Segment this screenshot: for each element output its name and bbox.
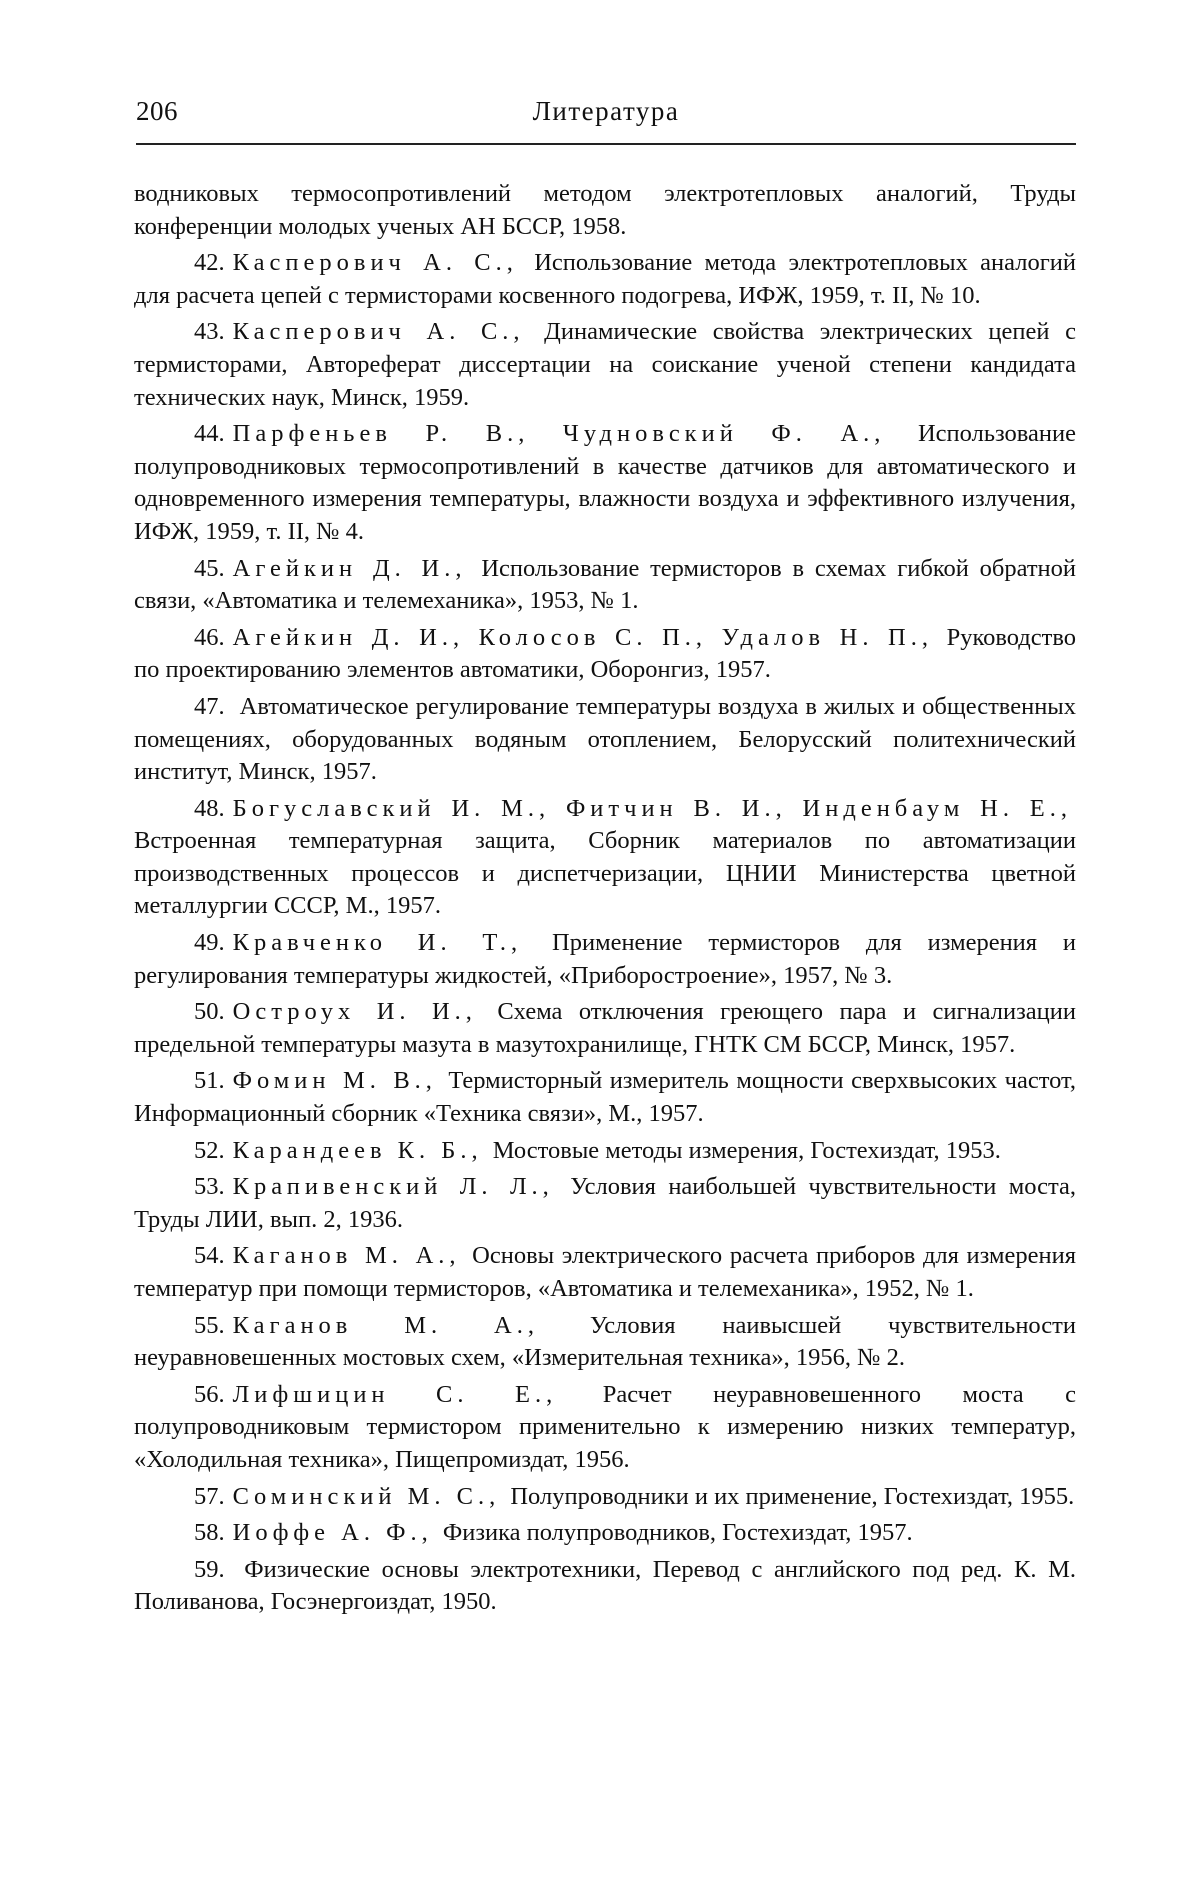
- reference-text: Использование метода электротепловых аналогий для расчета цепей с термисторами косвенного подогрева, ИФЖ, 1959, т. II, № 10.: [134, 249, 1076, 309]
- reference-item: [134, 316, 1076, 414]
- reference-text: Использование термисторов в схемах гибкой обратной связи, «Автоматика и телемеханика», 1953, № 1.: [134, 554, 1077, 615]
- reference-author: Фомин М. В.,: [232, 1067, 437, 1095]
- reference-text: Основы электрического расчета приборов для измерения температур при помощи термисторов, «Автоматика и телемеханика», 1952, № 1.: [134, 1242, 1076, 1302]
- reference-item: [134, 793, 1076, 923]
- reference-number: 58.: [194, 1519, 225, 1547]
- reference-author: Каганов М. А.,: [232, 1311, 539, 1339]
- reference-item: [134, 1310, 1076, 1375]
- reference-number: 42.: [194, 249, 225, 277]
- reference-text: Физика полупроводников, Гостехиздат, 1957.: [442, 1519, 913, 1547]
- reference-number: 59.: [194, 1555, 225, 1583]
- page-number: 206: [136, 96, 178, 126]
- reference-item: [134, 418, 1076, 548]
- reference-author: Каганов М. А.,: [232, 1242, 461, 1270]
- reference-author: Богуславский И. М., Фитчин В. И., Инденбаум Н. Е.,: [232, 794, 1072, 822]
- reference-list: [134, 178, 1076, 1623]
- reference-item: [134, 1481, 1076, 1514]
- reference-item: [134, 1065, 1076, 1130]
- reference-author: Парфеньев Р. В., Чудновский Ф. А.,: [232, 420, 886, 448]
- reference-number: 56.: [194, 1380, 225, 1408]
- reference-number: 43.: [194, 318, 225, 346]
- reference-text: Применение термисторов для измерения и регулирования температуры жидкостей, «Приборостроение», 1957, № 3.: [134, 929, 1076, 989]
- reference-text: Встроенная температурная защита, Сборник материалов по автоматизации производственных процессов и диспетчеризации, ЦНИИ Министерства цветной металлургии СССР, М., 1957.: [134, 827, 1076, 920]
- reference-number: 50.: [194, 998, 225, 1026]
- reference-text: Физические основы электротехники, Перевод с английского под ред. К. М. Поливанова, Госэнергоиздат, 1950.: [134, 1555, 1076, 1616]
- reference-item: [134, 622, 1076, 687]
- reference-text: Мостовые методы измерения, Гостехиздат, 1953.: [492, 1136, 1001, 1164]
- running-title: Литература: [532, 96, 680, 126]
- reference-item: [134, 1554, 1076, 1619]
- reference-number: 51.: [194, 1067, 225, 1095]
- reference-item: [134, 178, 1076, 243]
- header-rule: [136, 143, 1076, 145]
- reference-number: 46.: [194, 623, 225, 651]
- reference-text: Расчет неуравновешенного моста с полупроводниковым термистором применительно к измерению низких температур, «Холодильная техника», Пищепромиздат, 1956.: [134, 1380, 1076, 1473]
- reference-number: 44.: [194, 420, 225, 448]
- reference-item: [134, 1240, 1076, 1305]
- reference-number: 57.: [194, 1482, 225, 1510]
- reference-author: Касперович А. С.,: [232, 318, 525, 346]
- reference-number: 45.: [194, 554, 225, 582]
- reference-text: Автоматическое регулирование температуры воздуха в жилых и общественных помещениях, оборудованных водяным отоплением, Белорусский политехнический институт, Минск, 1957.: [134, 692, 1077, 786]
- reference-number: 49.: [194, 929, 225, 957]
- reference-text: Термисторный измеритель мощности сверхвысоких частот, Информационный сборник «Техника связи», М., 1957.: [134, 1067, 1076, 1128]
- reference-item: [134, 1517, 1076, 1550]
- page-header: [136, 96, 1076, 142]
- reference-number: 52.: [194, 1136, 225, 1164]
- reference-text: водниковых термосопротивлений методом электротепловых аналогий, Труды конференции молодых ученых АН БССР, 1958.: [134, 180, 1076, 240]
- reference-author: Соминский М. С.,: [232, 1482, 501, 1510]
- reference-author: Крапивенский Л. Л.,: [232, 1173, 554, 1201]
- reference-text: Условия наибольшей чувствительности моста, Труды ЛИИ, вып. 2, 1936.: [134, 1173, 1077, 1233]
- reference-item: [134, 553, 1076, 618]
- reference-author: Лифшицин С. Е.,: [232, 1380, 558, 1408]
- reference-number: 48.: [194, 794, 225, 822]
- reference-text: Полупроводники и их применение, Гостехиздат, 1955.: [510, 1482, 1075, 1510]
- reference-item: [134, 1171, 1076, 1236]
- reference-item: [134, 691, 1076, 789]
- reference-author: Агейкин Д. И.,: [232, 554, 467, 582]
- reference-number: 54.: [194, 1242, 225, 1270]
- reference-text: Схема отключения греющего пара и сигнализации предельной температуры мазута в мазутохранилище, ГНТК СМ БССР, Минск, 1957.: [134, 998, 1076, 1058]
- reference-author: Иоффе А. Ф.,: [232, 1519, 433, 1547]
- reference-author: Агейкин Д. И., Колосов С. П., Удалов Н. П.,: [232, 623, 933, 651]
- reference-text: Динамические свойства электрических цепей с термисторами, Автореферат диссертации на соискание ученой степени кандидата технических наук, Минск, 1959.: [134, 318, 1076, 411]
- reference-author: Касперович А. С.,: [232, 249, 518, 277]
- reference-author: Остроух И. И.,: [232, 998, 477, 1026]
- reference-item: [134, 1135, 1076, 1168]
- reference-author: Кравченко И. Т.,: [232, 929, 523, 957]
- reference-number: 53.: [194, 1173, 225, 1201]
- reference-text: Руководство по проектированию элементов автоматики, Оборонгиз, 1957.: [134, 623, 1077, 684]
- reference-number: 55.: [194, 1311, 225, 1339]
- reference-item: [134, 1379, 1076, 1477]
- reference-item: [134, 247, 1076, 312]
- reference-number: 47.: [194, 692, 225, 720]
- reference-text: Использование полупроводниковых термосопротивлений в качестве датчиков для автоматического и одновременного измерения температуры, влажности воздуха и эффективного излучения, ИФЖ, 1959, т. II, № 4.: [134, 420, 1076, 545]
- reference-item: [134, 927, 1076, 992]
- reference-author: Карандеев К. Б.,: [232, 1136, 483, 1164]
- reference-text: Условия наивысшей чувствительности неуравновешенных мостовых схем, «Измерительная техника», 1956, № 2.: [134, 1311, 1076, 1372]
- reference-item: [134, 996, 1076, 1061]
